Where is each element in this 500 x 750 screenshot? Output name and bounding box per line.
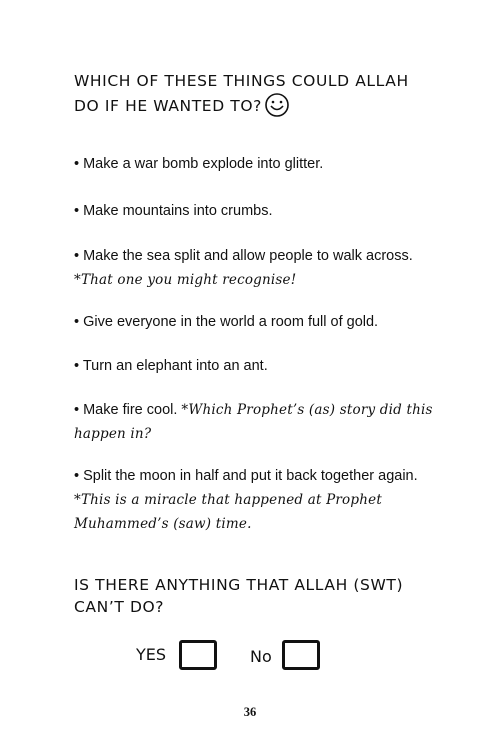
page-number: 36: [243, 705, 257, 719]
no-checkbox[interactable]: [282, 640, 320, 670]
list-item: [74, 199, 434, 223]
list-item-text: • Give everyone in the world a room full of gold.: [74, 314, 379, 330]
list-item-text: • Make fire cool.: [74, 402, 178, 418]
list-item-text: • Make mountains into crumbs.: [74, 203, 273, 219]
question-heading-2: [74, 574, 434, 618]
question-heading-1: [74, 70, 434, 124]
no-label: No: [250, 647, 272, 666]
list-item: [74, 464, 434, 536]
list-item-note: *That one you might recognise!: [74, 272, 297, 288]
yes-label: YES: [136, 645, 167, 664]
list-item-text: • Make a war bomb explode into glitter.: [74, 156, 324, 172]
list-item-text: • Make the sea split and allow people to walk across.: [74, 248, 413, 264]
list-item-text: • Turn an elephant into an ant.: [74, 358, 268, 374]
list-item: [74, 152, 434, 176]
list-item: [74, 244, 434, 292]
list-item: [74, 310, 434, 334]
question-2-text: IS THERE ANYTHING THAT ALLAH (SWT) CAN’T DO?: [74, 576, 404, 616]
list-item: [74, 354, 434, 378]
question-1-text: WHICH OF THESE THINGS COULD ALLAH DO IF HE WANTED TO?: [74, 72, 409, 115]
list-item-note: *Which Prophet’s (as) story did this happen in?: [74, 402, 433, 442]
yes-checkbox[interactable]: [179, 640, 217, 670]
smiley-face-icon: [264, 92, 290, 124]
list-item-note: *This is a miracle that happened at Prophet Muhammed’s (saw) time.: [74, 492, 382, 532]
list-item: [74, 398, 434, 446]
list-item-text: • Split the moon in half and put it back together again.: [74, 468, 418, 484]
